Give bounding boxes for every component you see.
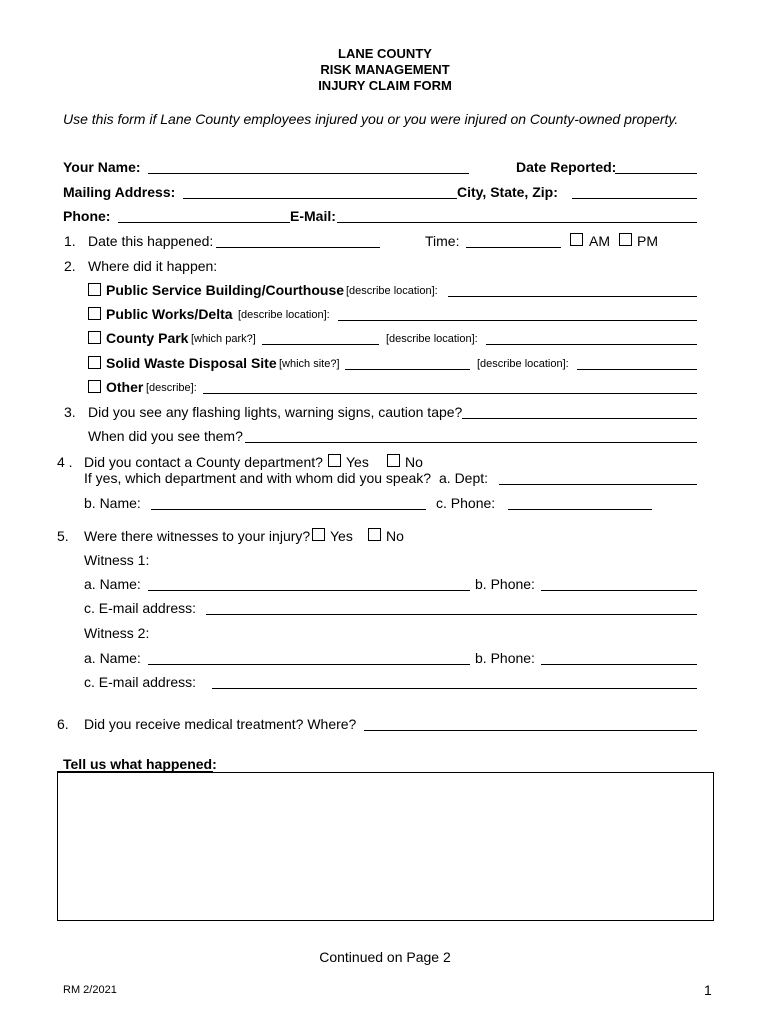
pm-checkbox[interactable] [619, 233, 632, 246]
q4-line2: If yes, which department and with whom did you speak? [84, 470, 432, 486]
courthouse-hint: [describe location]: [346, 285, 438, 297]
q6-label: Did you receive medical treatment? Where? [84, 716, 357, 732]
q5-no-label: No [386, 528, 404, 544]
q3-number: 3. [64, 404, 76, 420]
q2-number: 2. [64, 258, 76, 274]
solid-waste-label: Solid Waste Disposal Site [106, 355, 277, 371]
phone-field[interactable] [118, 222, 290, 223]
witness1-label: Witness 1: [84, 552, 150, 568]
q2-label: Where did it happen: [88, 258, 218, 274]
pm-label: PM [637, 233, 658, 249]
witness2-name-label: a. Name: [84, 650, 141, 666]
q5-number: 5. [57, 528, 69, 544]
contact-name-field[interactable] [151, 509, 426, 510]
witness1-phone-label: b. Phone: [475, 576, 535, 592]
am-checkbox[interactable] [570, 233, 583, 246]
continued-note: Continued on Page 2 [319, 949, 451, 965]
email-label: E-Mail: [290, 208, 336, 224]
witness1-email-label: c. E-mail address: [84, 600, 197, 616]
witness1-phone-field[interactable] [541, 590, 697, 591]
q4-name-label: b. Name: [84, 495, 141, 511]
mailing-address-field[interactable] [183, 198, 457, 199]
q1-label: Date this happened: [88, 233, 214, 249]
time-label: Time: [425, 233, 460, 249]
city-state-zip-label: City, State, Zip: [457, 184, 558, 200]
q3-sub-label: When did you see them? [88, 428, 243, 444]
other-hint: [describe]: [146, 382, 197, 394]
q4-no-label: No [405, 454, 423, 470]
q5-yes-label: Yes [330, 528, 353, 544]
mailing-address-label: Mailing Address: [63, 184, 176, 200]
q3-label: Did you see any flashing lights, warning signs, caution tape? [88, 404, 463, 420]
site-location-field[interactable] [577, 369, 697, 370]
form-title: INJURY CLAIM FORM [318, 78, 452, 93]
which-site-field[interactable] [345, 369, 470, 370]
county-park-location-hint: [describe location]: [386, 333, 478, 345]
q5-yes-checkbox[interactable] [312, 528, 325, 541]
solid-waste-location-hint: [describe location]: [477, 358, 569, 370]
q5-no-checkbox[interactable] [368, 528, 381, 541]
q4-dept-label: a. Dept: [439, 470, 489, 486]
page-number: 1 [704, 982, 712, 998]
narrative-label: Tell us what happened: [63, 756, 217, 772]
witness2-phone-field[interactable] [541, 664, 697, 665]
narrative-textarea[interactable] [57, 772, 714, 921]
park-location-field[interactable] [486, 344, 697, 345]
header-line-1: LANE COUNTY [338, 46, 432, 61]
q4-label: Did you contact a County department? [84, 454, 323, 470]
county-park-hint: [which park?] [191, 333, 256, 345]
county-park-label: County Park [106, 330, 189, 346]
header-line-2: RISK MANAGEMENT [320, 62, 450, 77]
witness2-name-field[interactable] [148, 664, 470, 665]
time-field[interactable] [466, 247, 561, 248]
q1-number: 1. [64, 233, 76, 249]
medical-treatment-field[interactable] [364, 730, 697, 731]
your-name-field[interactable] [148, 173, 469, 174]
date-happened-field[interactable] [216, 247, 380, 248]
form-code: RM 2/2021 [63, 984, 117, 996]
q4-phone-label: c. Phone: [436, 495, 496, 511]
solid-waste-hint: [which site?] [279, 358, 340, 370]
other-describe-field[interactable] [203, 393, 697, 394]
q4-no-checkbox[interactable] [387, 454, 400, 467]
witness2-label: Witness 2: [84, 625, 150, 641]
witness1-email-field[interactable] [206, 614, 697, 615]
other-checkbox[interactable] [88, 380, 101, 393]
am-label: AM [589, 233, 610, 249]
public-works-location-field[interactable] [338, 320, 697, 321]
witness1-name-field[interactable] [148, 590, 470, 591]
courthouse-location-field[interactable] [448, 296, 697, 297]
q4-yes-label: Yes [346, 454, 369, 470]
q6-number: 6. [57, 716, 69, 732]
your-name-label: Your Name: [63, 159, 141, 175]
warning-signs-field[interactable] [462, 418, 697, 419]
witness1-name-label: a. Name: [84, 576, 141, 592]
phone-label: Phone: [63, 208, 111, 224]
q4-yes-checkbox[interactable] [328, 454, 341, 467]
witness2-email-label: c. E-mail address: [84, 674, 197, 690]
dept-field[interactable] [499, 484, 697, 485]
q5-label: Were there witnesses to your injury? [84, 528, 311, 544]
public-works-label: Public Works/Delta [106, 306, 233, 322]
county-park-checkbox[interactable] [88, 331, 101, 344]
intro-text: Use this form if Lane County employees injured you or you were injured on County-owned property. [63, 111, 679, 127]
when-seen-field[interactable] [245, 442, 697, 443]
courthouse-label: Public Service Building/Courthouse [106, 282, 345, 298]
public-works-checkbox[interactable] [88, 307, 101, 320]
other-label: Other [106, 379, 144, 395]
witness2-email-field[interactable] [212, 688, 697, 689]
witness2-phone-label: b. Phone: [475, 650, 535, 666]
date-reported-field[interactable] [615, 173, 697, 174]
q4-number: 4 . [57, 454, 73, 470]
courthouse-checkbox[interactable] [88, 283, 101, 296]
city-state-zip-field[interactable] [572, 198, 697, 199]
which-park-field[interactable] [262, 344, 379, 345]
date-reported-label: Date Reported: [516, 159, 617, 175]
email-field[interactable] [337, 222, 697, 223]
public-works-hint: [describe location]: [238, 309, 330, 321]
contact-phone-field[interactable] [508, 509, 652, 510]
solid-waste-checkbox[interactable] [88, 356, 101, 369]
